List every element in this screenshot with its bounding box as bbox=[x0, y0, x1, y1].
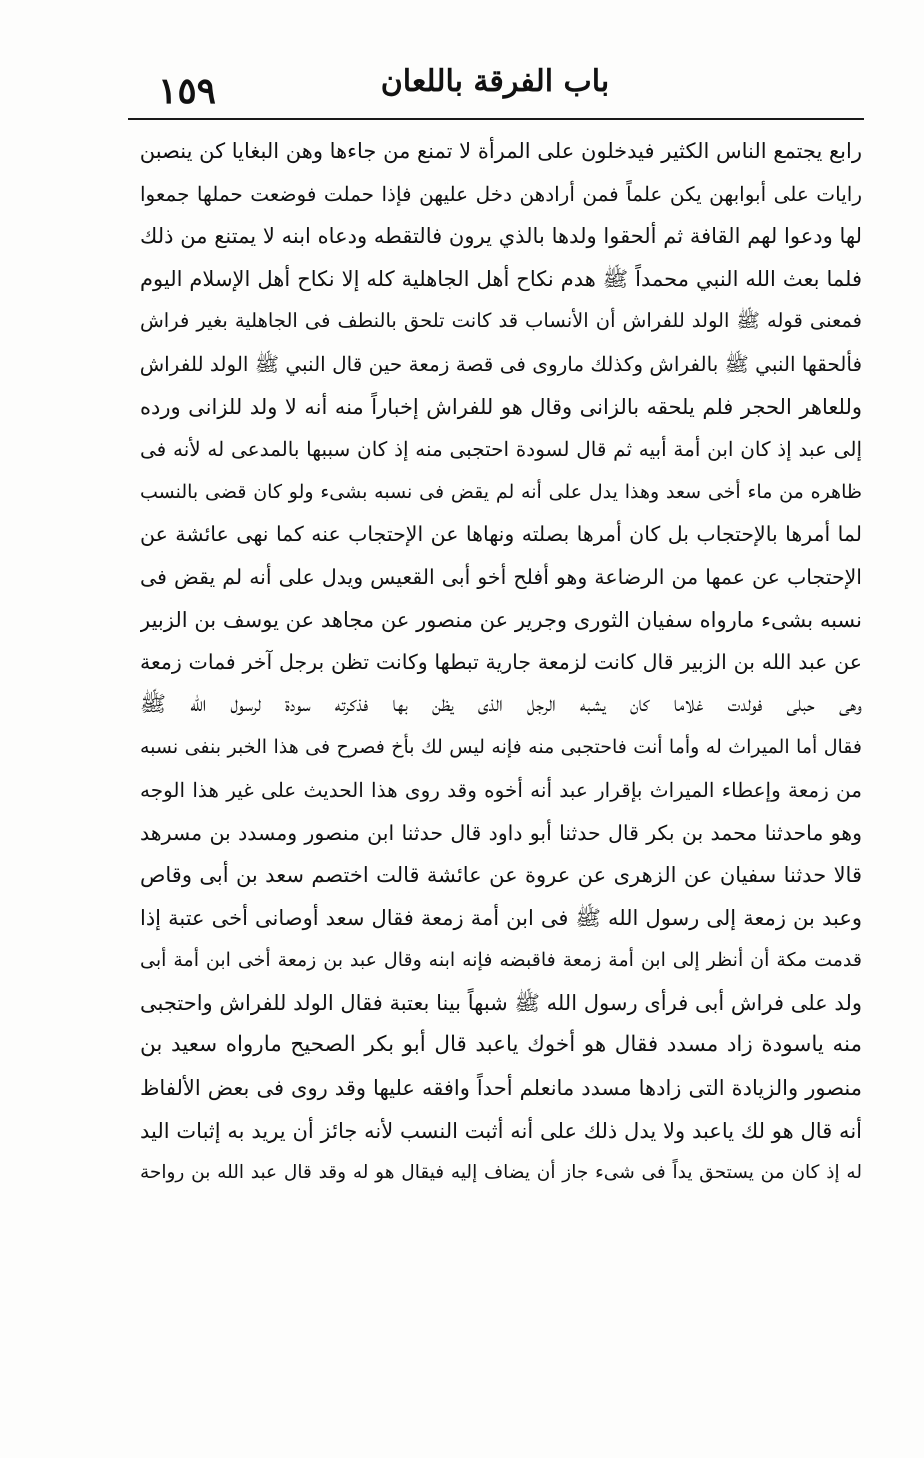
text-line: فألحقها النبي ﷺ بالفراش وكذلك ماروى فى قصة زمعة حين قال النبي ﷺ الولد للفراش bbox=[140, 351, 862, 376]
text-line: إلى عبد إذ كان ابن أمة أبيه ثم قال لسودة احتجبى منه إذ كان سببها بالمدعى له لأنه فى bbox=[140, 437, 862, 462]
page-header bbox=[130, 62, 860, 114]
text-line: ظاهره من ماء أخى سعد وهذا يدل على أنه لم يقض فى نسبه بشىء ولو كان قضى بالنسب bbox=[140, 480, 862, 503]
text-line: لها ودعوا لهم القافة ثم ألحقوا ولدها بالذي يرون فالتقطه ودعاه ابنه لا يمتنع من ذلك bbox=[140, 224, 862, 249]
text-line: ولد على فراش أبى فرأى رسول الله ﷺ شبهاً بينا بعتبة فقال الولد للفراش واحتجبى bbox=[140, 990, 862, 1015]
body-text bbox=[140, 130, 862, 1195]
text-line: وعبد بن زمعة إلى رسول الله ﷺ فى ابن أمة زمعة فقال سعد أوصانى أخى عتبة إذا bbox=[140, 905, 862, 930]
text-line: فقال أما الميراث له وأما أنت فاحتجبى منه فإنه ليس لك بأخ فصرح فى هذا الخبر بنفى نسبه bbox=[140, 736, 862, 759]
text-line: فلما بعث الله النبي محمداً ﷺ هدم نكاح أهل الجاهلية كله إلا نكاح أهل الإسلام اليوم bbox=[140, 266, 862, 291]
text-line: نسبه بشىء مارواه سفيان الثورى وجرير عن منصور عن مجاهد عن يوسف بن الزبير bbox=[140, 607, 862, 632]
text-line: وهى حبلى فولدت غلاما كان يشبه الرجل الذى يظن بها فذكرته سودة لرسول الله ﷺ bbox=[140, 691, 862, 717]
text-line: أنه قال هو لك ياعبد ولا يدل ذلك على أنه أثبت النسب لأنه جائز أن يريد به إثبات اليد bbox=[140, 1118, 862, 1143]
page-number: ١٥٩ bbox=[158, 70, 217, 112]
text-line: عن عبد الله بن الزبير قال كانت لزمعة جارية تبطها وكانت تظن برجل آخر فمات زمعة bbox=[140, 650, 862, 675]
text-line: رايات على أبوابهن يكن علماً فمن أرادهن دخل عليهن فإذا حملت فوضعت حملها جمعوا bbox=[140, 181, 862, 206]
text-line: له إذ كان من يستحق يداً فى شىء جاز أن يضاف إليه فيقال هو له وقد قال عبد الله بن رواحة bbox=[140, 1162, 862, 1184]
text-line: وللعاهر الحجر فلم يلحقه بالزانى وقال هو للفراش إخباراً منه أنه لا ولد للزانى ورده bbox=[140, 394, 862, 419]
text-line: لما أمرها بالإحتجاب بل كان أمرها بصلته ونهاها عن الإحتجاب عنه كما نهى عائشة عن bbox=[140, 522, 862, 547]
text-line: قدمت مكة أن أنظر إلى ابن أمة زمعة فاقبضه فإنه ابنه وقال عبد بن زمعة أخى ابن أمة أبى bbox=[140, 949, 862, 972]
text-line: وهو ماحدثنا محمد بن بكر قال حدثنا أبو داود قال حدثنا ابن منصور ومسدد بن مسرهد bbox=[140, 820, 862, 845]
text-line: من زمعة وإعطاء الميراث بإقرار عبد أنه أخوه وقد روى هذا الحديث على غير هذا الوجه bbox=[140, 777, 862, 802]
running-title: باب الفرقة باللعان bbox=[380, 64, 610, 99]
header-rule bbox=[128, 118, 864, 120]
text-line: الإحتجاب عن عمها من الرضاعة وهو أفلح أخو أبى القعيس ويدل على أنه لم يقض فى bbox=[140, 564, 862, 589]
text-line: منصور والزيادة التى زادها مسدد مانعلم أحداً وافقه عليها وقد روى فى بعض الألفاظ bbox=[140, 1076, 862, 1101]
text-line: فمعنى قوله ﷺ الولد للفراش أن الأنساب قد كانت تلحق بالنطف فى الجاهلية بغير فراش bbox=[140, 309, 862, 333]
text-line: قالا حدثنا سفيان عن الزهرى عن عروة عن عائشة قالت اختصم سعد بن أبى وقاص bbox=[140, 863, 862, 888]
text-line: منه ياسودة زاد مسدد فقال هو أخوك ياعبد قال أبو بكر الصحيح مارواه سعيد بن bbox=[140, 1032, 862, 1058]
text-line: رابع يجتمع الناس الكثير فيدخلون على المرأة لا تمنع من جاءها وهن البغايا كن ينصبن bbox=[140, 139, 862, 163]
